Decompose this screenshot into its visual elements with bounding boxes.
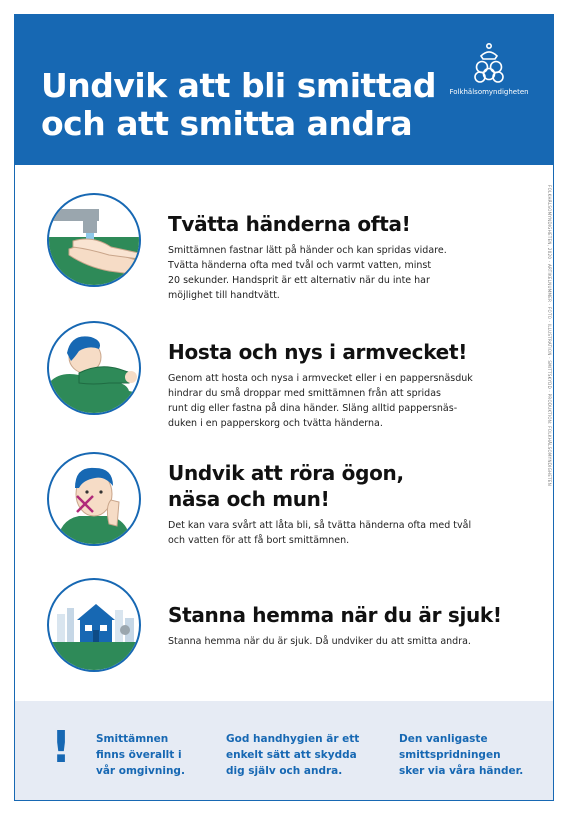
no-touch-face-icon: [47, 452, 141, 546]
stay-home-icon: [47, 578, 141, 672]
crown-logo-icon: [469, 41, 509, 85]
side-print-info: FOLKHÄLSOMYNDIGHETEN, 2020 · ARTIKELNUMMER · FOTO · ILLUSTRATION · SMITTSKYDD · PRODUKTION: FOLKHÄLSOMYNDIGHETEN: [547, 185, 552, 487]
logo: [449, 41, 529, 96]
section-heading: Stanna hemma när du är sjuk!: [168, 603, 502, 627]
section-body: Det kan vara svårt att låta bli, så tvätta händerna ofta med tvål och vatten för att få bort smittämnen.: [168, 520, 472, 546]
header-banner: [15, 15, 553, 165]
footer-facts: [15, 701, 553, 800]
logo-text: Folkhälsomyndigheten: [449, 88, 529, 96]
title-line-2: och att smitta andra: [41, 104, 413, 143]
fact-3: Den vanligaste smittspridningen sker via våra händer.: [399, 733, 524, 777]
section-heading: Hosta och nys i armvecket!: [168, 340, 468, 364]
fact-1: Smittämnen finns överallt i vår omgivning.: [96, 733, 185, 777]
section-heading: Undvik att röra ögon, näsa och mun!: [168, 461, 404, 511]
section-text: [168, 602, 528, 649]
exclamation-icon: !: [51, 722, 72, 773]
handwash-icon: [47, 193, 141, 287]
title-line-1: Undvik att bli smittad: [41, 66, 436, 105]
section-text: [168, 339, 528, 431]
section-text: [168, 460, 528, 548]
section-heading: Tvätta händerna ofta!: [168, 212, 411, 236]
section-body: Stanna hemma när du är sjuk. Då undviker du att smitta andra.: [168, 636, 471, 647]
section-body: Genom att hosta och nysa i armvecket eller i en pappersnäsduk hindrar du små droppar med smittämnen från att spridas runt dig eller fastna på dina händer. Släng alltid pappersnäs- duken i en papperskorg och tvätta händerna.: [168, 373, 473, 429]
page-title: [41, 67, 436, 143]
poster: [14, 14, 554, 801]
section-text: [168, 211, 528, 303]
fact-2: God handhygien är ett enkelt sätt att skydda dig själv och andra.: [226, 733, 360, 777]
section-body: Smittämnen fastnar lätt på händer och kan spridas vidare. Tvätta händerna ofta med tvål och varmt vatten, minst 20 sekunder. Handsprit är ett alternativ när du inte har möjlighet till handtvätt.: [168, 245, 447, 301]
cough-elbow-icon: [47, 321, 141, 415]
